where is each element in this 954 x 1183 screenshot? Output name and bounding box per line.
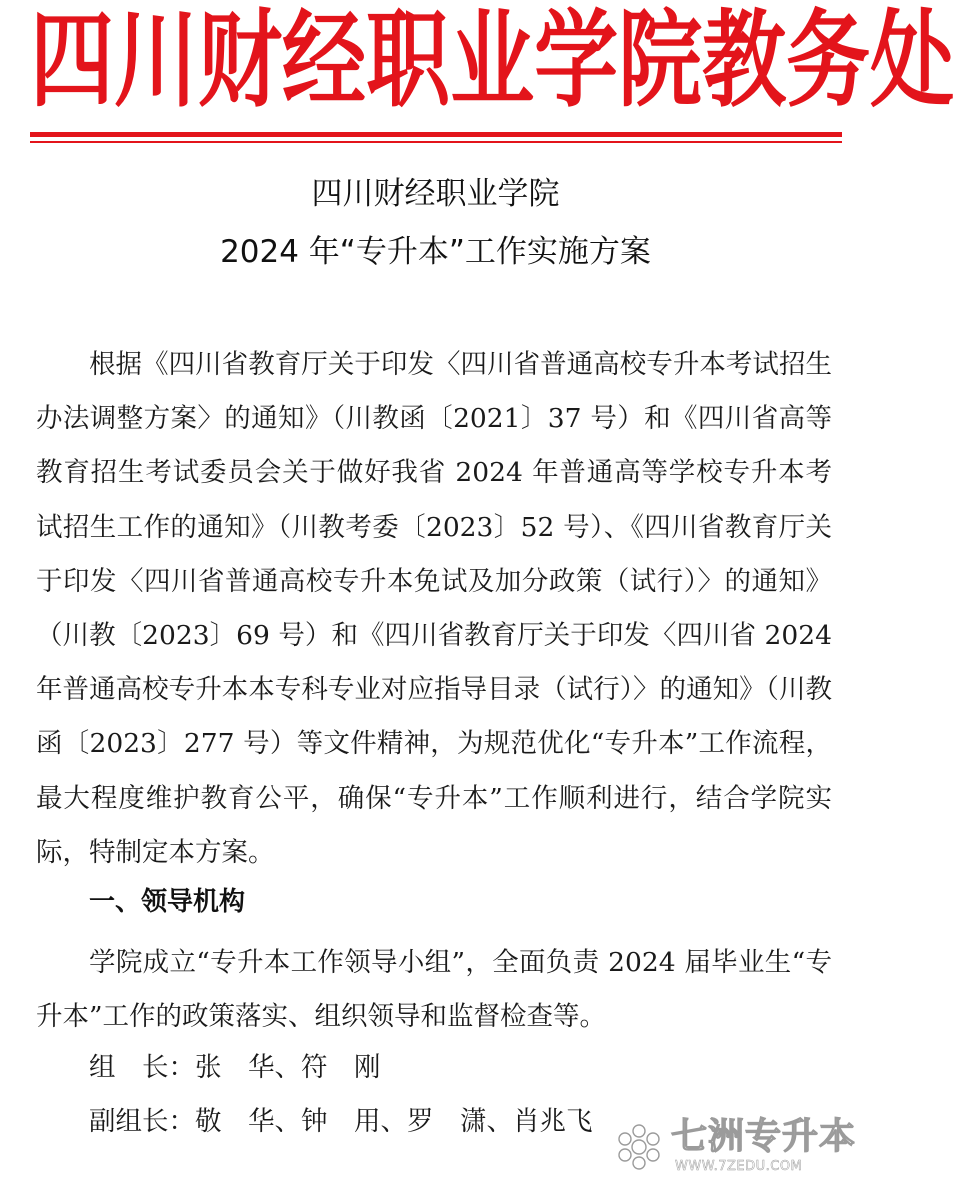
leader-line: 组 长：张 华、符 刚: [89, 1052, 381, 1083]
letterhead-char: 务: [786, 0, 871, 122]
letterhead-char: 教: [702, 0, 787, 122]
letterhead-rule-thick: [30, 132, 842, 137]
section-paragraph: 学院成立“专升本工作领导小组”，全面负责 2024 届毕业生“专升本”工作的政策落实、组织领导和监督检查等。: [36, 947, 832, 1033]
letterhead-title: [30, 0, 954, 122]
letterhead-char: 财: [198, 0, 283, 122]
section-body: [36, 936, 832, 1044]
letterhead-char: 院: [618, 0, 703, 122]
letterhead-char: 业: [450, 0, 535, 122]
watermark-url: WWW.7ZEDU.COM: [675, 1159, 803, 1174]
letterhead-char: 四: [30, 0, 115, 122]
intro-section: [36, 338, 832, 880]
letterhead-char: 处: [870, 0, 954, 122]
deputy-line: 副组长：敬 华、钟 用、罗 潇、肖兆飞: [89, 1106, 593, 1137]
letterhead-char: 职: [366, 0, 451, 122]
document-title-line1: 四川财经职业学院: [311, 176, 560, 212]
watermark: [613, 1115, 863, 1177]
letterhead-char: 川: [114, 0, 199, 122]
watermark-name: 七洲专升本: [671, 1116, 857, 1157]
letterhead-char: 学: [534, 0, 619, 122]
intro-paragraph: 根据《四川省教育厅关于印发〈四川省普通高校专升本考试招生办法调整方案〉的通知》（川教函〔2021〕37 号）和《四川省高等教育招生考试委员会关于做好我省 2024 年普通高等学校专升本考试招生工作的通知》（川教考委〔2023〕52 号）、《四川省教育厅关于印发〈四川省普通高校专升本免试及加分政策（试行）〉的通知》（川教〔2023〕69 号）和《四川省教育厅关于印发〈四川省 2024 年普通高校专升本本专科专业对应指导目录（试行）〉的通知》（川教函〔2023〕277 号）等文件精神，为规范优化“专升本”工作流程，最大程度维护教育公平，确保“专升本”工作顺利进行，结合学院实际，特制定本方案。: [36, 349, 832, 868]
flower-logo-icon: [613, 1121, 665, 1173]
letterhead-char: 经: [282, 0, 367, 122]
section-heading: 一、领导机构: [89, 887, 246, 917]
letterhead-rule-thin: [30, 141, 842, 143]
document-title-line2: 2024 年“专升本”工作实施方案: [220, 234, 651, 270]
